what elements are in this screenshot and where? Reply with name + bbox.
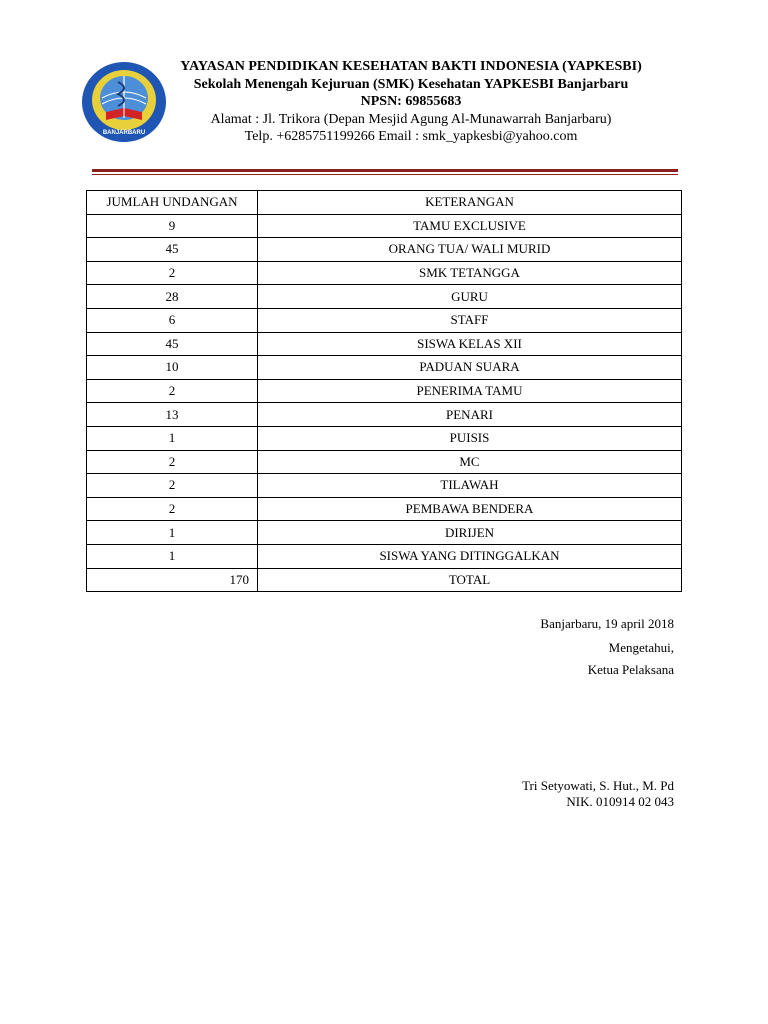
table-row bbox=[87, 356, 682, 380]
signer-name: Tri Setyowati, S. Hut., M. Pd bbox=[522, 778, 674, 793]
address: Alamat : Jl. Trikora (Depan Mesjid Agung Al-Munawarrah Banjarbaru) bbox=[210, 111, 612, 127]
row-count-cell: 1 bbox=[87, 521, 258, 545]
row-count-cell: 2 bbox=[87, 474, 258, 498]
foundation-name: YAYASAN PENDIDIKAN KESEHATAN BAKTI INDONESIA (YAPKESBI) bbox=[180, 59, 642, 74]
header-divider-thick bbox=[92, 169, 678, 172]
row-count-cell: 45 bbox=[87, 238, 258, 262]
total-row bbox=[87, 568, 682, 592]
row-count-cell: 45 bbox=[87, 332, 258, 356]
row-count-cell: 9 bbox=[87, 214, 258, 238]
row-count-cell: 2 bbox=[87, 450, 258, 474]
row-count-cell: 1 bbox=[87, 544, 258, 568]
table-row bbox=[87, 544, 682, 568]
npsn: NPSN: 69855683 bbox=[360, 94, 462, 109]
table-row bbox=[87, 308, 682, 332]
table-row bbox=[87, 261, 682, 285]
svg-text:BANJARBARU: BANJARBARU bbox=[102, 130, 146, 136]
school-name: Sekolah Menengah Kejuruan (SMK) Kesehatan YAPKESBI Banjarbaru bbox=[193, 76, 629, 92]
row-count-cell: 13 bbox=[87, 403, 258, 427]
row-description-cell: SMK TETANGGA bbox=[258, 261, 682, 285]
contact: Telp. +6285751199266 Email : smk_yapkesbi@yahoo.com bbox=[244, 129, 578, 144]
row-count-cell: 2 bbox=[87, 497, 258, 521]
row-description-cell: PENARI bbox=[258, 403, 682, 427]
table-row bbox=[87, 497, 682, 521]
invitation-table bbox=[86, 190, 682, 592]
row-description-cell: TAMU EXCLUSIVE bbox=[258, 214, 682, 238]
place-date: Banjarbaru, 19 april 2018 bbox=[540, 616, 674, 631]
table-row bbox=[87, 450, 682, 474]
column-header-description: KETERANGAN bbox=[258, 191, 682, 215]
row-description-cell: PUISIS bbox=[258, 426, 682, 450]
letterhead bbox=[160, 58, 662, 146]
row-description-cell: SISWA KELAS XII bbox=[258, 332, 682, 356]
row-description-cell: TILAWAH bbox=[258, 474, 682, 498]
row-count-cell: 6 bbox=[87, 308, 258, 332]
school-crest-logo bbox=[80, 60, 168, 144]
table-row bbox=[87, 426, 682, 450]
acknowledged-label: Mengetahui, bbox=[608, 640, 674, 655]
row-description-cell: GURU bbox=[258, 285, 682, 309]
row-description-cell: SISWA YANG DITINGGALKAN bbox=[258, 544, 682, 568]
column-header-count: JUMLAH UNDANGAN bbox=[87, 191, 258, 215]
table-row bbox=[87, 332, 682, 356]
header-divider-thin bbox=[92, 174, 678, 175]
row-description-cell: PENERIMA TAMU bbox=[258, 379, 682, 403]
row-count-cell: 2 bbox=[87, 379, 258, 403]
row-count-cell: 1 bbox=[87, 426, 258, 450]
table-row bbox=[87, 379, 682, 403]
table-row bbox=[87, 403, 682, 427]
table-row bbox=[87, 474, 682, 498]
row-count-cell: 10 bbox=[87, 356, 258, 380]
total-label-cell: TOTAL bbox=[258, 568, 682, 592]
row-description-cell: PADUAN SUARA bbox=[258, 356, 682, 380]
row-count-cell: 2 bbox=[87, 261, 258, 285]
row-description-cell: STAFF bbox=[258, 308, 682, 332]
signer-role: Ketua Pelaksana bbox=[587, 662, 674, 677]
row-description-cell: DIRIJEN bbox=[258, 521, 682, 545]
table-row bbox=[87, 214, 682, 238]
signer-nik: NIK. 010914 02 043 bbox=[566, 794, 674, 809]
row-description-cell: ORANG TUA/ WALI MURID bbox=[258, 238, 682, 262]
table-header-row bbox=[87, 191, 682, 215]
table-row bbox=[87, 238, 682, 262]
row-count-cell: 28 bbox=[87, 285, 258, 309]
row-description-cell: PEMBAWA BENDERA bbox=[258, 497, 682, 521]
table-row bbox=[87, 285, 682, 309]
total-count-cell: 170 bbox=[87, 568, 258, 592]
row-description-cell: MC bbox=[258, 450, 682, 474]
table-row bbox=[87, 521, 682, 545]
